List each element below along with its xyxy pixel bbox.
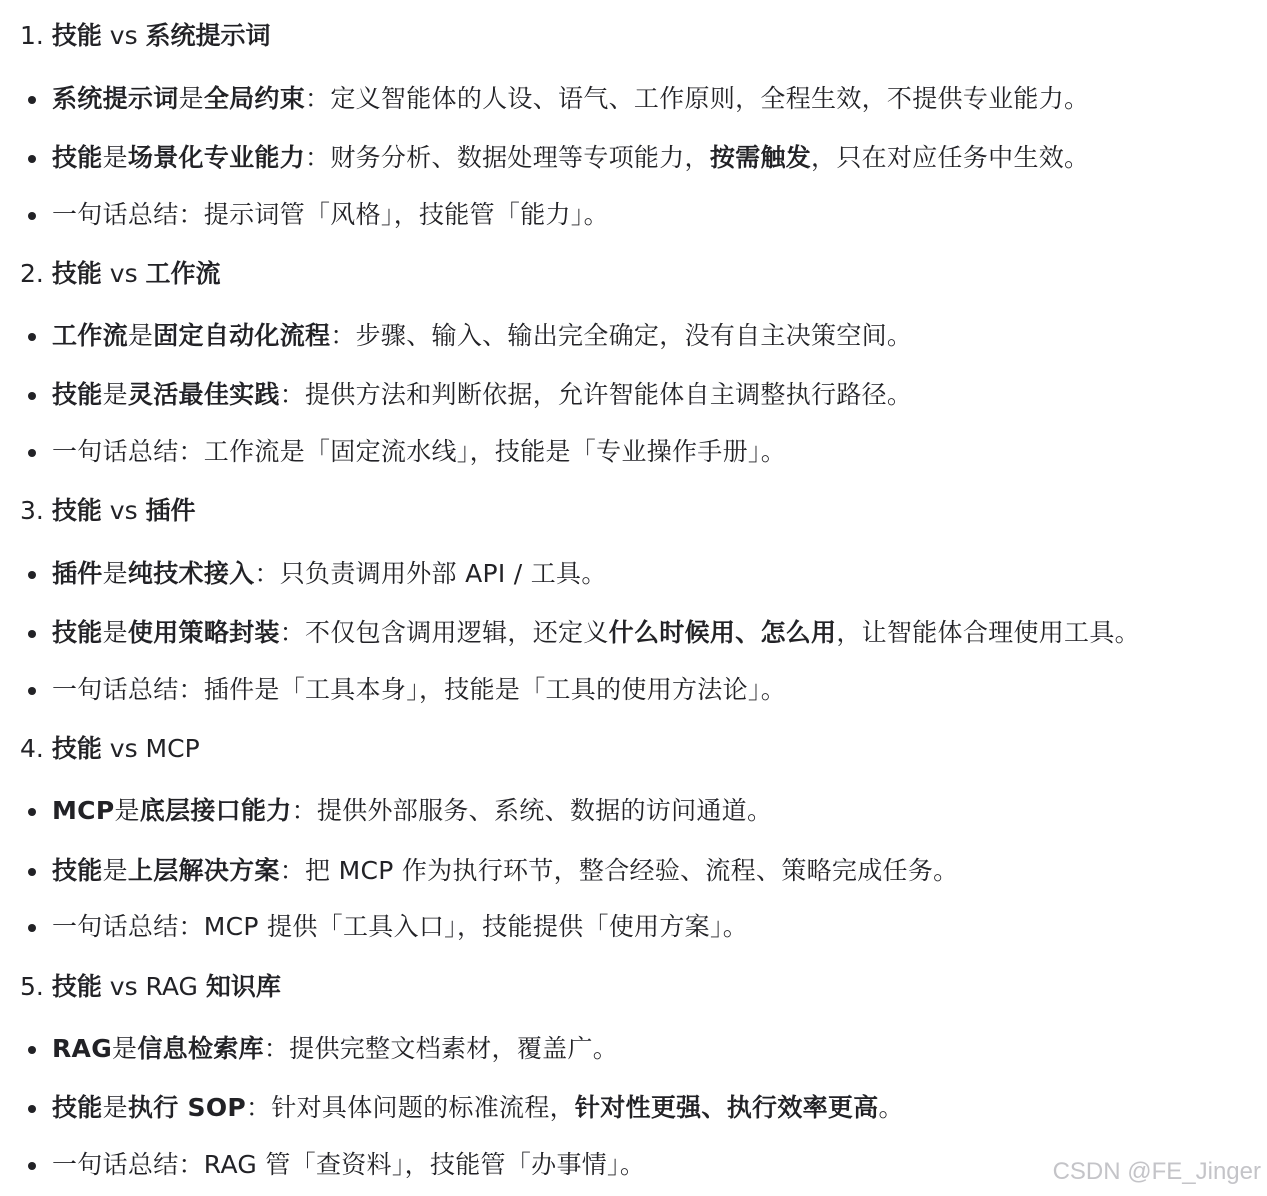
- bullet-dot: [28, 1105, 36, 1113]
- text-segment: 一句话总结：提示词管「风格」，技能管「能力」。: [52, 200, 609, 229]
- text-segment: 是: [114, 796, 140, 825]
- heading-segment: 插件: [145, 496, 196, 525]
- text-segment: 是: [178, 84, 204, 113]
- list-item: [0, 318, 1267, 354]
- text-segment: 一句话总结：MCP 提供「工具入口」，技能提供「使用方案」。: [52, 912, 749, 941]
- bold-segment: 按需触发: [709, 143, 812, 172]
- bold-segment: 技能: [52, 143, 103, 172]
- bold-segment: 插件: [52, 559, 103, 588]
- heading-segment: 系统提示词: [145, 21, 271, 50]
- bullet-dot: [28, 868, 36, 876]
- text-segment: ：提供方法和判断依据，允许智能体自主调整执行路径。: [279, 380, 913, 409]
- list-item-text: [52, 793, 772, 829]
- list-item: [0, 1031, 1267, 1067]
- bold-segment: 技能: [52, 380, 103, 409]
- bold-segment: 使用策略封装: [127, 618, 280, 647]
- bold-segment: 灵活最佳实践: [127, 380, 280, 409]
- heading-segment: 技能: [51, 734, 102, 763]
- list-item-text: [52, 909, 748, 945]
- list-item-text: [52, 140, 1089, 176]
- bullet-dot: [28, 1162, 36, 1170]
- section-heading: [20, 495, 196, 527]
- heading-segment: 工作流: [145, 259, 221, 288]
- heading-segment: 技能: [51, 259, 102, 288]
- bullet-dot: [28, 392, 36, 400]
- list-item-text: [52, 853, 958, 889]
- heading-segment: vs MCP: [101, 734, 200, 763]
- text-segment: ，让智能体合理使用工具。: [836, 618, 1140, 647]
- bullet-dot: [28, 96, 36, 104]
- heading-segment: 5.: [20, 972, 52, 1001]
- heading-segment: 技能: [51, 21, 102, 50]
- bullet-dot: [28, 924, 36, 932]
- bullet-dot: [28, 808, 36, 816]
- text-segment: ：提供外部服务、系统、数据的访问通道。: [291, 796, 773, 825]
- heading-segment: vs: [101, 496, 146, 525]
- list-item: [0, 672, 1267, 708]
- list-item: [0, 377, 1267, 413]
- text-segment: 是: [102, 618, 128, 647]
- text-segment: 是: [102, 559, 128, 588]
- text-segment: ：步骤、输入、输出完全确定，没有自主决策空间。: [330, 321, 913, 350]
- list-item: [0, 140, 1267, 176]
- bullet-dot: [28, 687, 36, 695]
- text-segment: ：针对具体问题的标准流程，: [246, 1093, 575, 1122]
- text-segment: 是: [112, 1034, 138, 1063]
- heading-segment: 知识库: [205, 972, 281, 1001]
- bullet-dot: [28, 571, 36, 579]
- heading-segment: 2.: [20, 259, 52, 288]
- bullet-dot: [28, 333, 36, 341]
- bullet-dot: [28, 449, 36, 457]
- bold-segment: 上层解决方案: [127, 856, 280, 885]
- heading-segment: 1.: [20, 21, 52, 50]
- heading-segment: 技能: [51, 496, 102, 525]
- section-heading: [20, 258, 221, 290]
- bullet-dot: [28, 212, 36, 220]
- bold-segment: 技能: [52, 856, 103, 885]
- bold-segment: 技能: [52, 618, 103, 647]
- bold-segment: 执行 SOP: [127, 1093, 247, 1122]
- list-item: [0, 793, 1267, 829]
- list-item: [0, 81, 1267, 117]
- list-item-text: [52, 197, 609, 233]
- bullet-dot: [28, 1046, 36, 1054]
- section-heading: [20, 20, 271, 52]
- list-item-text: [52, 434, 786, 470]
- heading-segment: 技能: [51, 972, 102, 1001]
- section-heading: [20, 971, 281, 1003]
- text-segment: 是: [102, 143, 128, 172]
- bold-segment: 纯技术接入: [127, 559, 255, 588]
- text-segment: ：提供完整文档素材，覆盖广。: [263, 1034, 619, 1063]
- list-item-text: [52, 377, 912, 413]
- bold-segment: 工作流: [52, 321, 128, 350]
- heading-segment: 4.: [20, 734, 52, 763]
- text-segment: ：定义智能体的人设、语气、工作原则，全程生效，不提供专业能力。: [305, 84, 1090, 113]
- heading-segment: 3.: [20, 496, 52, 525]
- bullet-dot: [28, 630, 36, 638]
- list-item-text: [52, 672, 786, 708]
- bold-segment: 针对性更强、执行效率更高: [574, 1093, 879, 1122]
- list-item-text: [52, 1147, 645, 1183]
- text-segment: 是: [102, 856, 128, 885]
- list-item: [0, 197, 1267, 233]
- text-segment: 是: [102, 380, 128, 409]
- text-segment: ：财务分析、数据处理等专项能力，: [305, 143, 710, 172]
- section-heading: [20, 733, 200, 765]
- list-item: [0, 1090, 1267, 1126]
- list-item-text: [52, 615, 1140, 651]
- list-item-text: [52, 318, 912, 354]
- bold-segment: 底层接口能力: [139, 796, 292, 825]
- text-segment: 一句话总结：插件是「工具本身」，技能是「工具的使用方法论」。: [52, 675, 787, 704]
- list-item: [0, 853, 1267, 889]
- bold-segment: MCP: [52, 796, 115, 825]
- bold-segment: 信息检索库: [137, 1034, 264, 1063]
- list-item-text: [52, 1090, 904, 1126]
- bold-segment: RAG: [52, 1034, 113, 1063]
- heading-segment: vs: [101, 259, 146, 288]
- heading-segment: vs RAG: [101, 972, 206, 1001]
- text-segment: 是: [127, 321, 154, 350]
- text-segment: 。: [878, 1093, 904, 1122]
- bold-segment: 技能: [52, 1093, 103, 1122]
- text-segment: 一句话总结：RAG 管「查资料」，技能管「办事情」。: [52, 1150, 646, 1179]
- list-item-text: [52, 1031, 618, 1067]
- bold-segment: 固定自动化流程: [153, 321, 331, 350]
- list-item: [0, 615, 1267, 651]
- text-segment: ：把 MCP 作为执行环节，整合经验、流程、策略完成任务。: [279, 856, 959, 885]
- bullet-dot: [28, 155, 36, 163]
- bold-segment: 场景化专业能力: [127, 143, 306, 172]
- text-segment: 是: [102, 1093, 128, 1122]
- heading-segment: vs: [101, 21, 146, 50]
- bold-segment: 系统提示词: [52, 84, 179, 113]
- bold-segment: 全局约束: [203, 84, 306, 113]
- list-item-text: [52, 556, 607, 592]
- list-item: [0, 556, 1267, 592]
- list-item: [0, 434, 1267, 470]
- watermark: CSDN @FE_Jinger: [1052, 1158, 1261, 1185]
- bold-segment: 什么时候用、怎么用: [608, 618, 837, 647]
- text-segment: ：只负责调用外部 API / 工具。: [254, 559, 607, 588]
- list-item-text: [52, 81, 1089, 117]
- list-item: [0, 909, 1267, 945]
- text-segment: 一句话总结：工作流是「固定流水线」，技能是「专业操作手册」。: [52, 437, 787, 466]
- text-segment: ，只在对应任务中生效。: [811, 143, 1090, 172]
- text-segment: ：不仅包含调用逻辑，还定义: [279, 618, 609, 647]
